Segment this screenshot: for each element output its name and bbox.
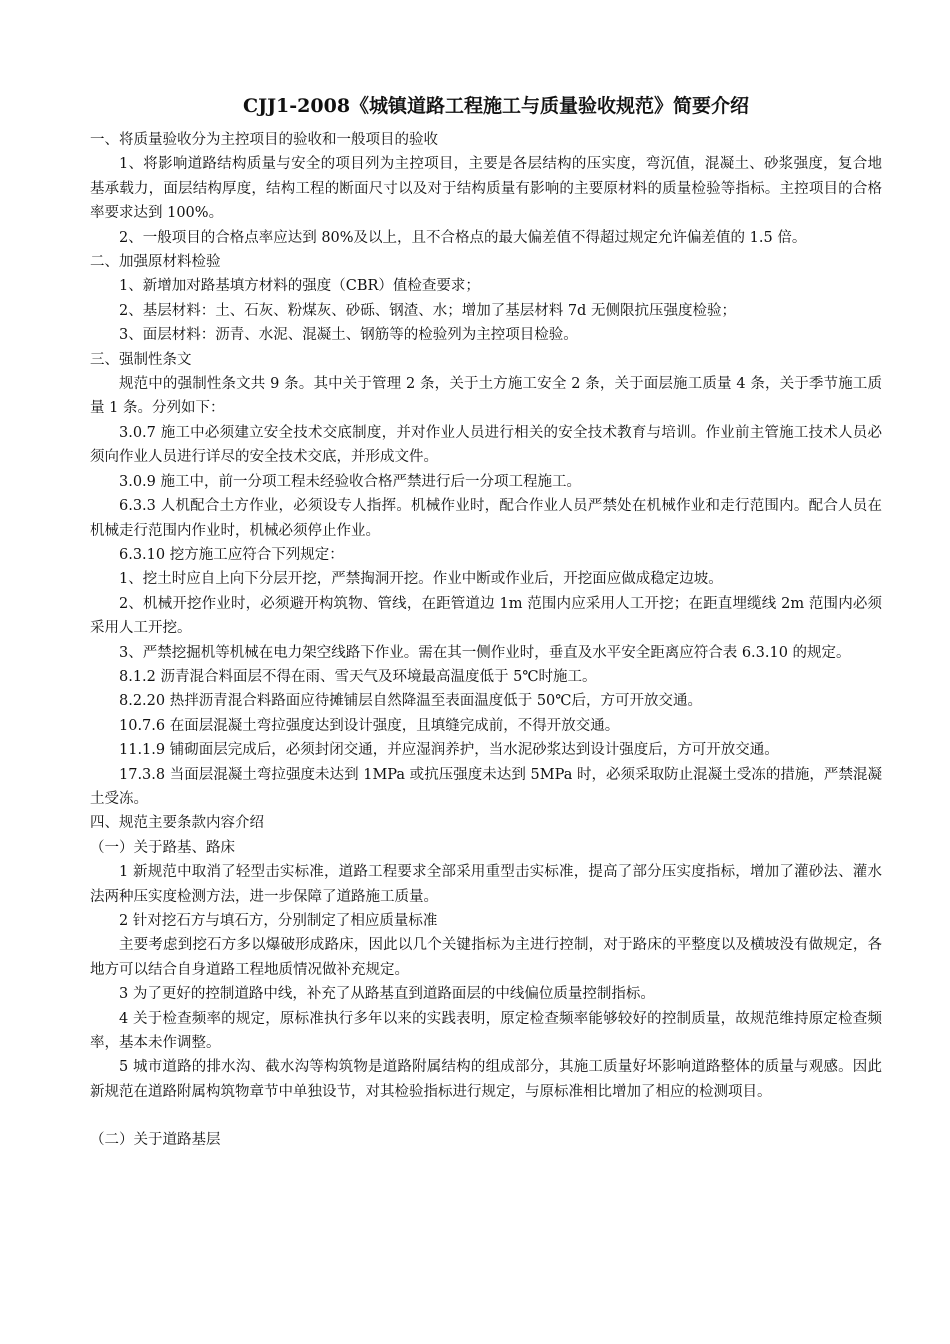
paragraph: 三、强制性条文: [90, 351, 192, 368]
paragraph: 8.2.20 热拌沥青混合料路面应待摊铺层自然降温至表面温度低于 50℃后，方可开放交通。: [119, 693, 703, 710]
paragraph: 2、基层材料：土、石灰、粉煤灰、砂砾、钢渣、水；增加了基层材料 7d 无侧限抗压强度检验；: [119, 302, 736, 319]
paragraph: 3.0.7 施工中必须建立安全技术交底制度，并对作业人员进行相关的安全技术教育与培训。作业前主管施工技术人员必须向作业人员进行详尽的安全技术交底，并形成文件。: [90, 424, 882, 466]
paragraph: 6.3.10 挖方施工应符合下列规定：: [119, 546, 344, 563]
paragraph: 四、规范主要条款内容介绍: [90, 815, 264, 832]
paragraph: 17.3.8 当面层混凝土弯拉强度未达到 1MPa 或抗压强度未达到 5MPa 时，必须采取防止混凝土受冻的措施，严禁混凝土受冻。: [90, 766, 882, 807]
paragraph: 2、机械开挖作业时，必须避开构筑物、管线，在距管道边 1m 范围内应采用人工开挖；在距直埋缆线 2m 范围内必须采用人工开挖。: [90, 595, 882, 637]
paragraph: 2、一般项目的合格点率应达到 80%及以上，且不合格点的最大偏差值不得超过规定允许偏差值的 1.5 倍。: [119, 229, 807, 246]
paragraph: 3 为了更好的控制道路中线，补充了从路基直到道路面层的中线偏位质量控制指标。: [119, 986, 655, 1003]
paragraph: 主要考虑到挖石方多以爆破形成路床，因此以几个关键指标为主进行控制，对于路床的平整度以及横坡没有做规定，各地方可以结合自身道路工程地质情况做补充规定。: [90, 937, 882, 978]
paragraph: 4 关于检查频率的规定，原标准执行多年以来的实践表明，原定检查频率能够较好的控制质量，故规范维持原定检查频率，基本未作调整。: [90, 1010, 882, 1052]
document-title: CJJ1-2008《城镇道路工程施工与质量验收规范》简要介绍: [242, 95, 750, 117]
paragraph: 1 新规范中取消了轻型击实标准，道路工程要求全部采用重型击实标准，提高了部分压实度指标，增加了灌砂法、灌水法两种压实度检测方法，进一步保障了道路施工质量。: [90, 864, 882, 905]
document-body: [90, 128, 882, 1153]
paragraph: 2 针对挖石方与填石方，分别制定了相应质量标准: [119, 913, 438, 929]
paragraph: 1、挖土时应自上向下分层开挖，严禁掏洞开挖。作业中断或作业后，开挖面应做成稳定边坡。: [119, 571, 723, 588]
paragraph: 规范中的强制性条文共 9 条。其中关于管理 2 条，关于土方施工安全 2 条，关于面层施工质量 4 条，关于季节施工质量 1 条。分列如下：: [90, 376, 882, 417]
paragraph: （二）关于道路基层: [90, 1132, 221, 1149]
paragraph: 3.0.9 施工中，前一分项工程未经验收合格严禁进行后一分项工程施工。: [119, 473, 582, 490]
blank-line: [90, 1104, 882, 1128]
paragraph: 3、严禁挖掘机等机械在电力架空线路下作业。需在其一侧作业时，垂直及水平安全距离应符合表 6.3.10 的规定。: [119, 644, 851, 661]
paragraph: 1、将影响道路结构质量与安全的项目列为主控项目，主要是各层结构的压实度，弯沉值，混凝土、砂浆强度，复合地基承载力，面层结构厚度，结构工程的断面尺寸以及对于结构质量有影响的主要原材料的质量检验等指标。主控项目的合格率要求达到 100%。: [90, 156, 882, 222]
paragraph: （一）关于路基、路床: [90, 839, 235, 856]
paragraph: 1、新增加对路基填方材料的强度（CBR）值检查要求；: [119, 278, 480, 295]
paragraph: 10.7.6 在面层混凝土弯拉强度达到设计强度，且填缝完成前，不得开放交通。: [119, 717, 620, 734]
paragraph: 二、加强原材料检验: [90, 254, 221, 271]
paragraph: 6.3.3 人机配合土方作业，必须设专人指挥。机械作业时，配合作业人员严禁处在机械作业和走行范围内。配合人员在机械走行范围内作业时，机械必须停止作业。: [90, 498, 882, 539]
paragraph: 一、将质量验收分为主控项目的验收和一般项目的验收: [90, 132, 438, 148]
paragraph: 11.1.9 铺砌面层完成后，必须封闭交通，并应湿润养护，当水泥砂浆达到设计强度后，方可开放交通。: [119, 742, 779, 759]
paragraph: 5 城市道路的排水沟、截水沟等构筑物是道路附属结构的组成部分，其施工质量好坏影响道路整体的质量与观感。因此新规范在道路附属构筑物章节中单独设节，对其检验指标进行规定，与原标准相比增加了相应的检测项目。: [90, 1059, 882, 1100]
paragraph: 3、面层材料：沥青、水泥、混凝土、钢筋等的检验列为主控项目检验。: [119, 327, 578, 344]
paragraph: 8.1.2 沥青混合料面层不得在雨、雪天气及环境最高温度低于 5℃时施工。: [119, 668, 597, 685]
